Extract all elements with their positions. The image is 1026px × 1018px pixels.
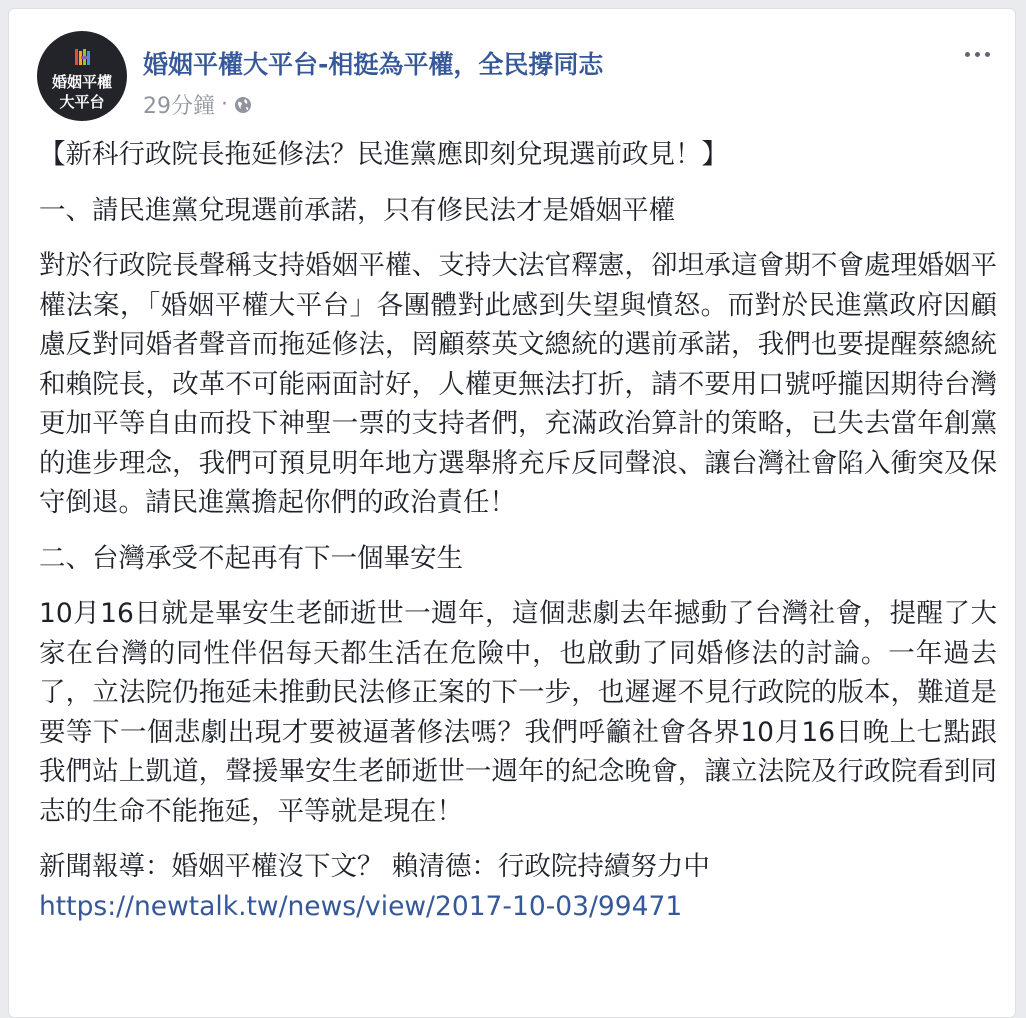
more-options-button[interactable]	[957, 39, 997, 69]
more-dot-icon	[985, 52, 990, 57]
globe-icon[interactable]	[234, 96, 252, 114]
post-card	[8, 8, 1016, 1018]
news-label: 新聞報導：婚姻平權沒下文？ 賴清德：行政院持續努力中	[39, 851, 710, 882]
more-dot-icon	[975, 52, 980, 57]
avatar-text-line1: 婚姻平權	[51, 73, 112, 91]
avatar[interactable]	[37, 31, 127, 121]
section1-body: 對於行政院長聲稱支持婚姻平權、支持大法官釋憲，卻坦承這會期不會處理婚姻平權法案，「婚姻平權大平台」各團體對此感到失望與憤怒。而對於民進黨政府因顧慮反對同婚者聲音而拖延修法，罔顧蔡英文總統的選前承諾，我們也要提醒蔡總統和賴院長，改革不可能兩面討好，人權更無法打折，請不要用口號呼攏因期待台灣更加平等自由而投下神聖一票的支持者們，充滿政治算計的策略，已失去當年創黨的進步理念，我們可預見明年地方選舉將充斥反同聲浪、讓台灣社會陷入衝突及保守倒退。請民進黨擔起你們的政治責任！	[39, 250, 997, 518]
avatar-text-line2: 大平台	[59, 93, 105, 111]
post-title: 【新科行政院長拖延修法？民進黨應即刻兌現選前政見！】	[39, 139, 728, 170]
more-dot-icon	[965, 52, 970, 57]
post-timestamp[interactable]: 29分鐘	[143, 94, 215, 119]
section2-body: 10月16日就是畢安生老師逝世一週年，這個悲劇去年撼動了台灣社會，提醒了大家在台灣的同性伴侶每天都生活在危險中，也啟動了同婚修法的討論。一年過去了，立法院仍拖延未推動民法修正案的下一步，也遲遲不見行政院的版本，難道是要等下一個悲劇出現才要被逼著修法嗎？我們呼籲社會各界10月16日晚上七點跟我們站上凱道，聲援畢安生老師逝世一週年的紀念晚會，讓立法院及行政院看到同志的生命不能拖延，平等就是現在！	[39, 598, 997, 827]
section1-heading: 一、請民進黨兌現選前承諾，只有修民法才是婚姻平權	[39, 194, 675, 226]
post-body	[39, 135, 997, 926]
rainbow-logo-icon	[73, 47, 93, 67]
post-header	[37, 31, 997, 131]
news-link[interactable]: https://newtalk.tw/news/view/2017-10-03/99471	[39, 890, 683, 922]
meta-separator: ·	[221, 92, 228, 117]
page-name-link[interactable]: 婚姻平權大平台-相挺為平權，全民撐同志	[143, 50, 604, 79]
section2-heading: 二、台灣承受不起再有下一個畢安生	[39, 542, 463, 574]
post-meta	[143, 89, 252, 120]
